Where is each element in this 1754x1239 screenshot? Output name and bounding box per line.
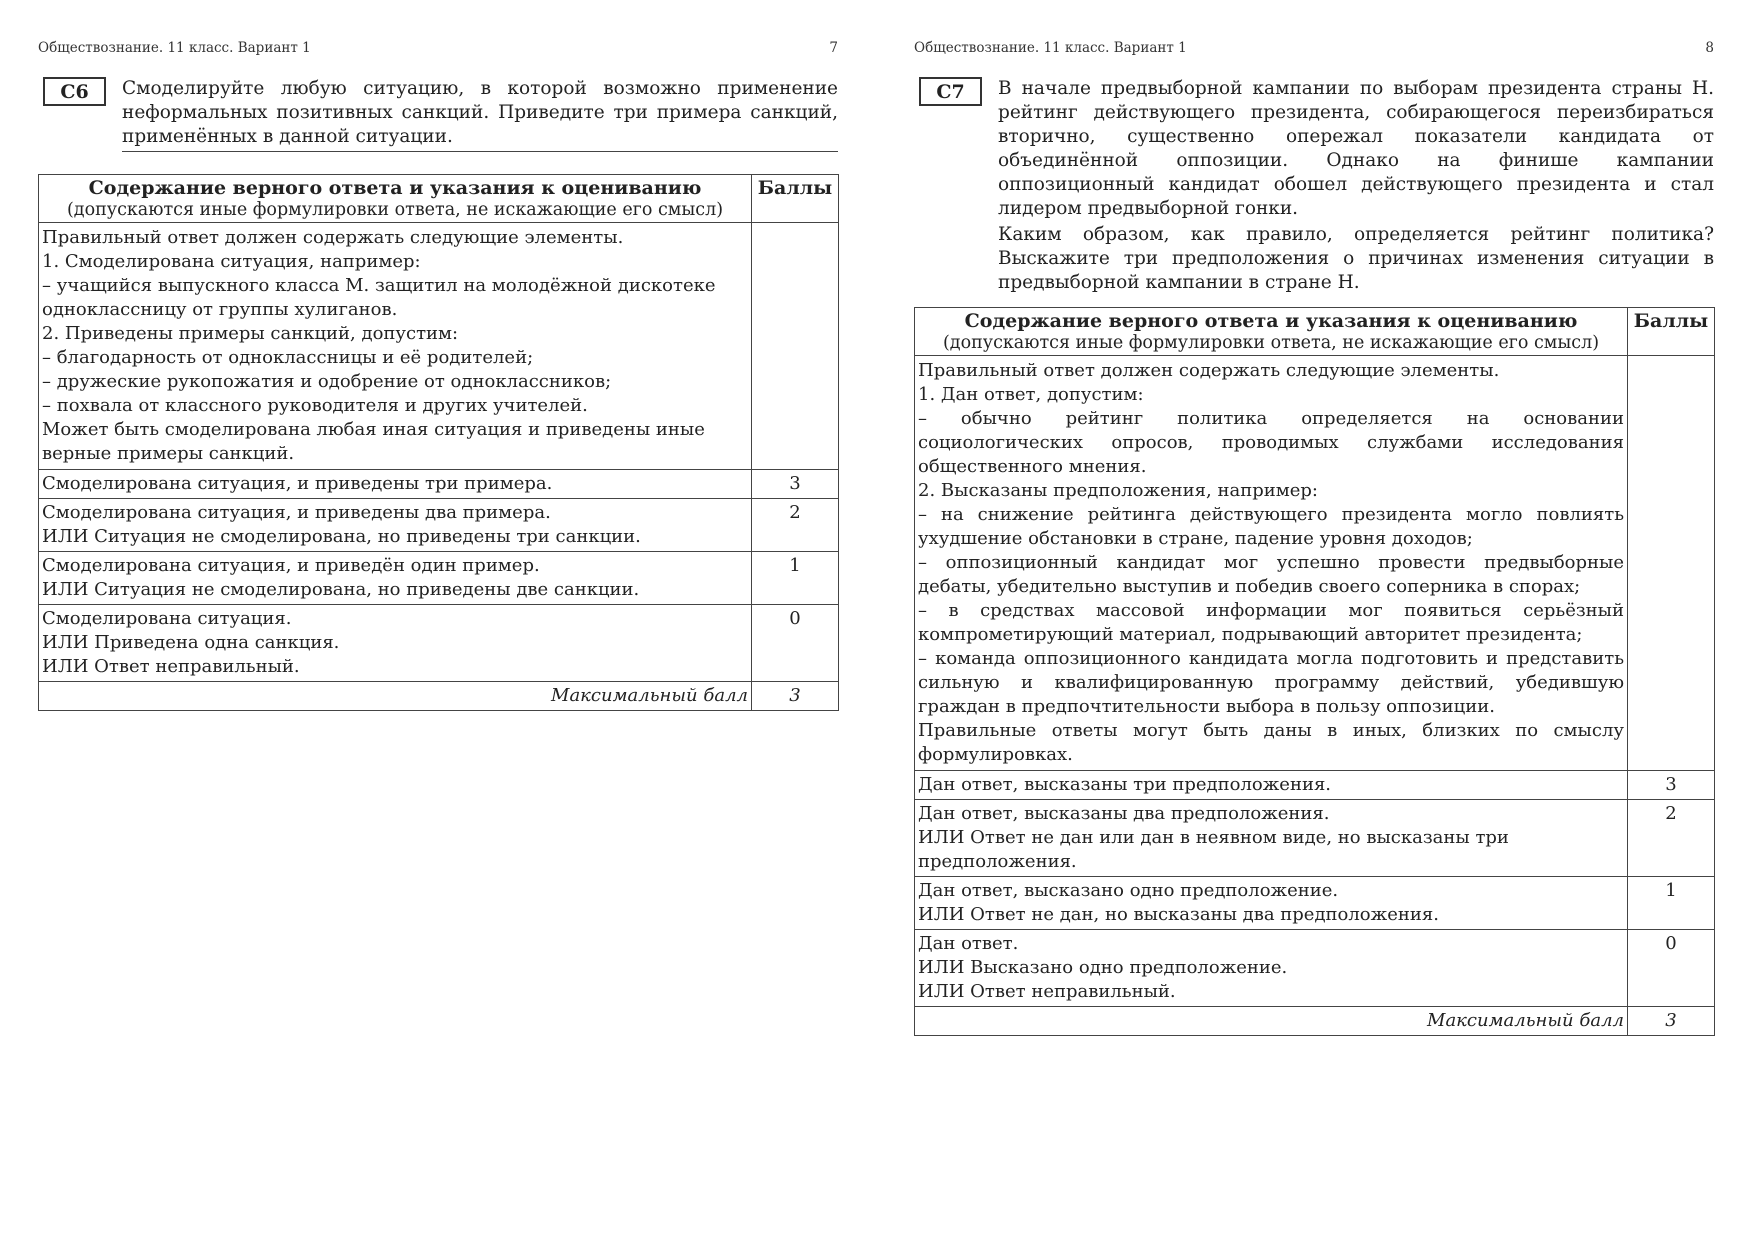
content-line: – в средствах массовой информации мог появиться серьёзный компрометирующий материал, подрывающий авторитет президента;	[918, 600, 1624, 645]
header-sub: (допускаются иные формулировки ответа, не искажающие его смысл)	[66, 200, 724, 220]
header-content-cell	[915, 308, 1628, 356]
content-line: Правильный ответ должен содержать следующие элементы.	[918, 360, 1500, 381]
header-content-cell	[39, 175, 752, 223]
criterion-score: 3	[1628, 771, 1715, 800]
content-line: Может быть смоделирована любая иная ситуация и приведены иные верные примеры санкций.	[42, 419, 705, 464]
left-page	[38, 0, 838, 1239]
answer-content-row	[39, 223, 839, 470]
criterion-row	[39, 605, 839, 682]
header-score: Баллы	[752, 175, 839, 223]
running-header	[914, 40, 1714, 60]
content-line: – похвала от классного руководителя и других учителей.	[42, 395, 588, 416]
criterion-text	[915, 800, 1628, 877]
criterion-score: 2	[752, 499, 839, 552]
criterion-line: Смоделирована ситуация, и приведён один пример.	[42, 555, 540, 576]
scoring-table	[38, 174, 839, 711]
criterion-row	[39, 499, 839, 552]
criterion-score: 1	[752, 552, 839, 605]
criterion-score: 2	[1628, 800, 1715, 877]
max-score-value: 3	[752, 682, 839, 711]
criterion-row	[39, 470, 839, 499]
content-line: – обычно рейтинг политика определяется на основании социологических опросов, проводимых службами исследования общественного мнения.	[918, 408, 1624, 477]
task-code: С7	[919, 77, 982, 106]
criterion-line: ИЛИ Ответ неправильный.	[918, 981, 1176, 1002]
criterion-line: Смоделирована ситуация, и приведены два примера.	[42, 502, 551, 523]
content-line: – благодарность от одноклассницы и её родителей;	[42, 347, 534, 368]
page-number: 8	[1705, 40, 1714, 56]
criterion-row	[915, 877, 1715, 930]
criterion-text	[915, 930, 1628, 1007]
right-page	[914, 0, 1714, 1239]
criterion-score: 0	[752, 605, 839, 682]
task-text: В начале предвыборной кампании по выборам президента страны Н. рейтинг действующего президента, собирающегося переизбираться вторично, существенно опережал показатели кандидата от объединённой оппозиции. Однако на финише кампании оппозиционный кандидат обошел действующего президента и стал лидером предвыборной гонки.	[998, 78, 1714, 219]
header-main: Содержание верного ответа и указания к оцениванию	[964, 310, 1578, 332]
criterion-text	[39, 470, 752, 499]
page-number: 7	[829, 40, 838, 56]
task-statement	[998, 77, 1714, 295]
criterion-line: ИЛИ Ответ не дан или дан в неявном виде, но высказаны три предположения.	[918, 827, 1509, 872]
content-line: – оппозиционный кандидат мог успешно провести предвыборные дебаты, убедительно выступив и победив своего соперника в спорах;	[918, 552, 1624, 597]
criterion-line: Смоделирована ситуация, и приведены три примера.	[42, 473, 553, 494]
max-score-row	[915, 1007, 1715, 1036]
task-question: Каким образом, как правило, определяется рейтинг политика? Выскажите три предположения о причинах изменения ситуации в предвыборной кампании в стране Н.	[998, 224, 1714, 293]
header-title: Обществознание. 11 класс. Вариант 1	[38, 40, 311, 56]
criterion-line: ИЛИ Ситуация не смоделирована, но приведены две санкции.	[42, 579, 640, 600]
criterion-line: Смоделирована ситуация.	[42, 608, 292, 629]
criterion-text	[915, 877, 1628, 930]
max-score-label: Максимальный балл	[915, 1007, 1628, 1036]
scoring-table	[914, 307, 1715, 1036]
criterion-text	[915, 771, 1628, 800]
content-line: – на снижение рейтинга действующего президента могло повлиять ухудшение обстановки в стране, падение уровня доходов;	[918, 504, 1624, 549]
content-line: 1. Дан ответ, допустим:	[918, 384, 1144, 405]
max-score-row	[39, 682, 839, 711]
content-line: 2. Приведены примеры санкций, допустим:	[42, 323, 459, 344]
empty-score-cell	[1628, 356, 1715, 771]
answer-content	[39, 223, 752, 470]
criterion-row	[39, 552, 839, 605]
task-statement	[122, 77, 838, 152]
criterion-line: ИЛИ Приведена одна санкция.	[42, 632, 340, 653]
answer-content	[915, 356, 1628, 771]
criterion-row	[915, 771, 1715, 800]
content-line: – учащийся выпускного класса М. защитил на молодёжной дискотеке одноклассницу от группы хулиганов.	[42, 275, 716, 320]
criterion-line: Дан ответ, высказаны два предположения.	[918, 803, 1330, 824]
content-line: – команда оппозиционного кандидата могла подготовить и представить сильную и квалифицированную программу действий, убедившую граждан в предпочтительности выбора в пользу оппозиции.	[918, 648, 1624, 717]
answer-content-row	[915, 356, 1715, 771]
table-header-row	[39, 175, 839, 223]
header-score: Баллы	[1628, 308, 1715, 356]
criterion-score: 1	[1628, 877, 1715, 930]
criterion-line: Дан ответ, высказаны три предположения.	[918, 774, 1332, 795]
max-score-value: 3	[1628, 1007, 1715, 1036]
criterion-line: Дан ответ.	[918, 933, 1019, 954]
max-score-label: Максимальный балл	[39, 682, 752, 711]
running-header	[38, 40, 838, 60]
criterion-text	[39, 552, 752, 605]
task-code: С6	[43, 77, 106, 106]
criterion-line: ИЛИ Ответ не дан, но высказаны два предположения.	[918, 904, 1439, 925]
criterion-line: ИЛИ Высказано одно предположение.	[918, 957, 1288, 978]
content-line: Правильный ответ должен содержать следующие элементы.	[42, 227, 624, 248]
criterion-text	[39, 605, 752, 682]
criterion-text	[39, 499, 752, 552]
content-line: – дружеские рукопожатия и одобрение от одноклассников;	[42, 371, 612, 392]
content-line: 1. Смоделирована ситуация, например:	[42, 251, 421, 272]
task-text: Смоделируйте любую ситуацию, в которой возможно применение неформальных позитивных санкций. Приведите три примера санкций, применённых в данной ситуации.	[122, 78, 838, 147]
header-sub: (допускаются иные формулировки ответа, не искажающие его смысл)	[942, 333, 1600, 353]
criterion-score: 0	[1628, 930, 1715, 1007]
empty-score-cell	[752, 223, 839, 470]
criterion-line: ИЛИ Ситуация не смоделирована, но приведены три санкции.	[42, 526, 641, 547]
table-header-row	[915, 308, 1715, 356]
criterion-row	[915, 800, 1715, 877]
header-main: Содержание верного ответа и указания к оцениванию	[88, 177, 702, 199]
criterion-line: Дан ответ, высказано одно предположение.	[918, 880, 1339, 901]
header-title: Обществознание. 11 класс. Вариант 1	[914, 40, 1187, 56]
criterion-line: ИЛИ Ответ неправильный.	[42, 656, 300, 677]
content-line: Правильные ответы могут быть даны в иных, близких по смыслу формулировках.	[918, 720, 1624, 765]
criterion-score: 3	[752, 470, 839, 499]
criterion-row	[915, 930, 1715, 1007]
content-line: 2. Высказаны предположения, например:	[918, 480, 1318, 501]
